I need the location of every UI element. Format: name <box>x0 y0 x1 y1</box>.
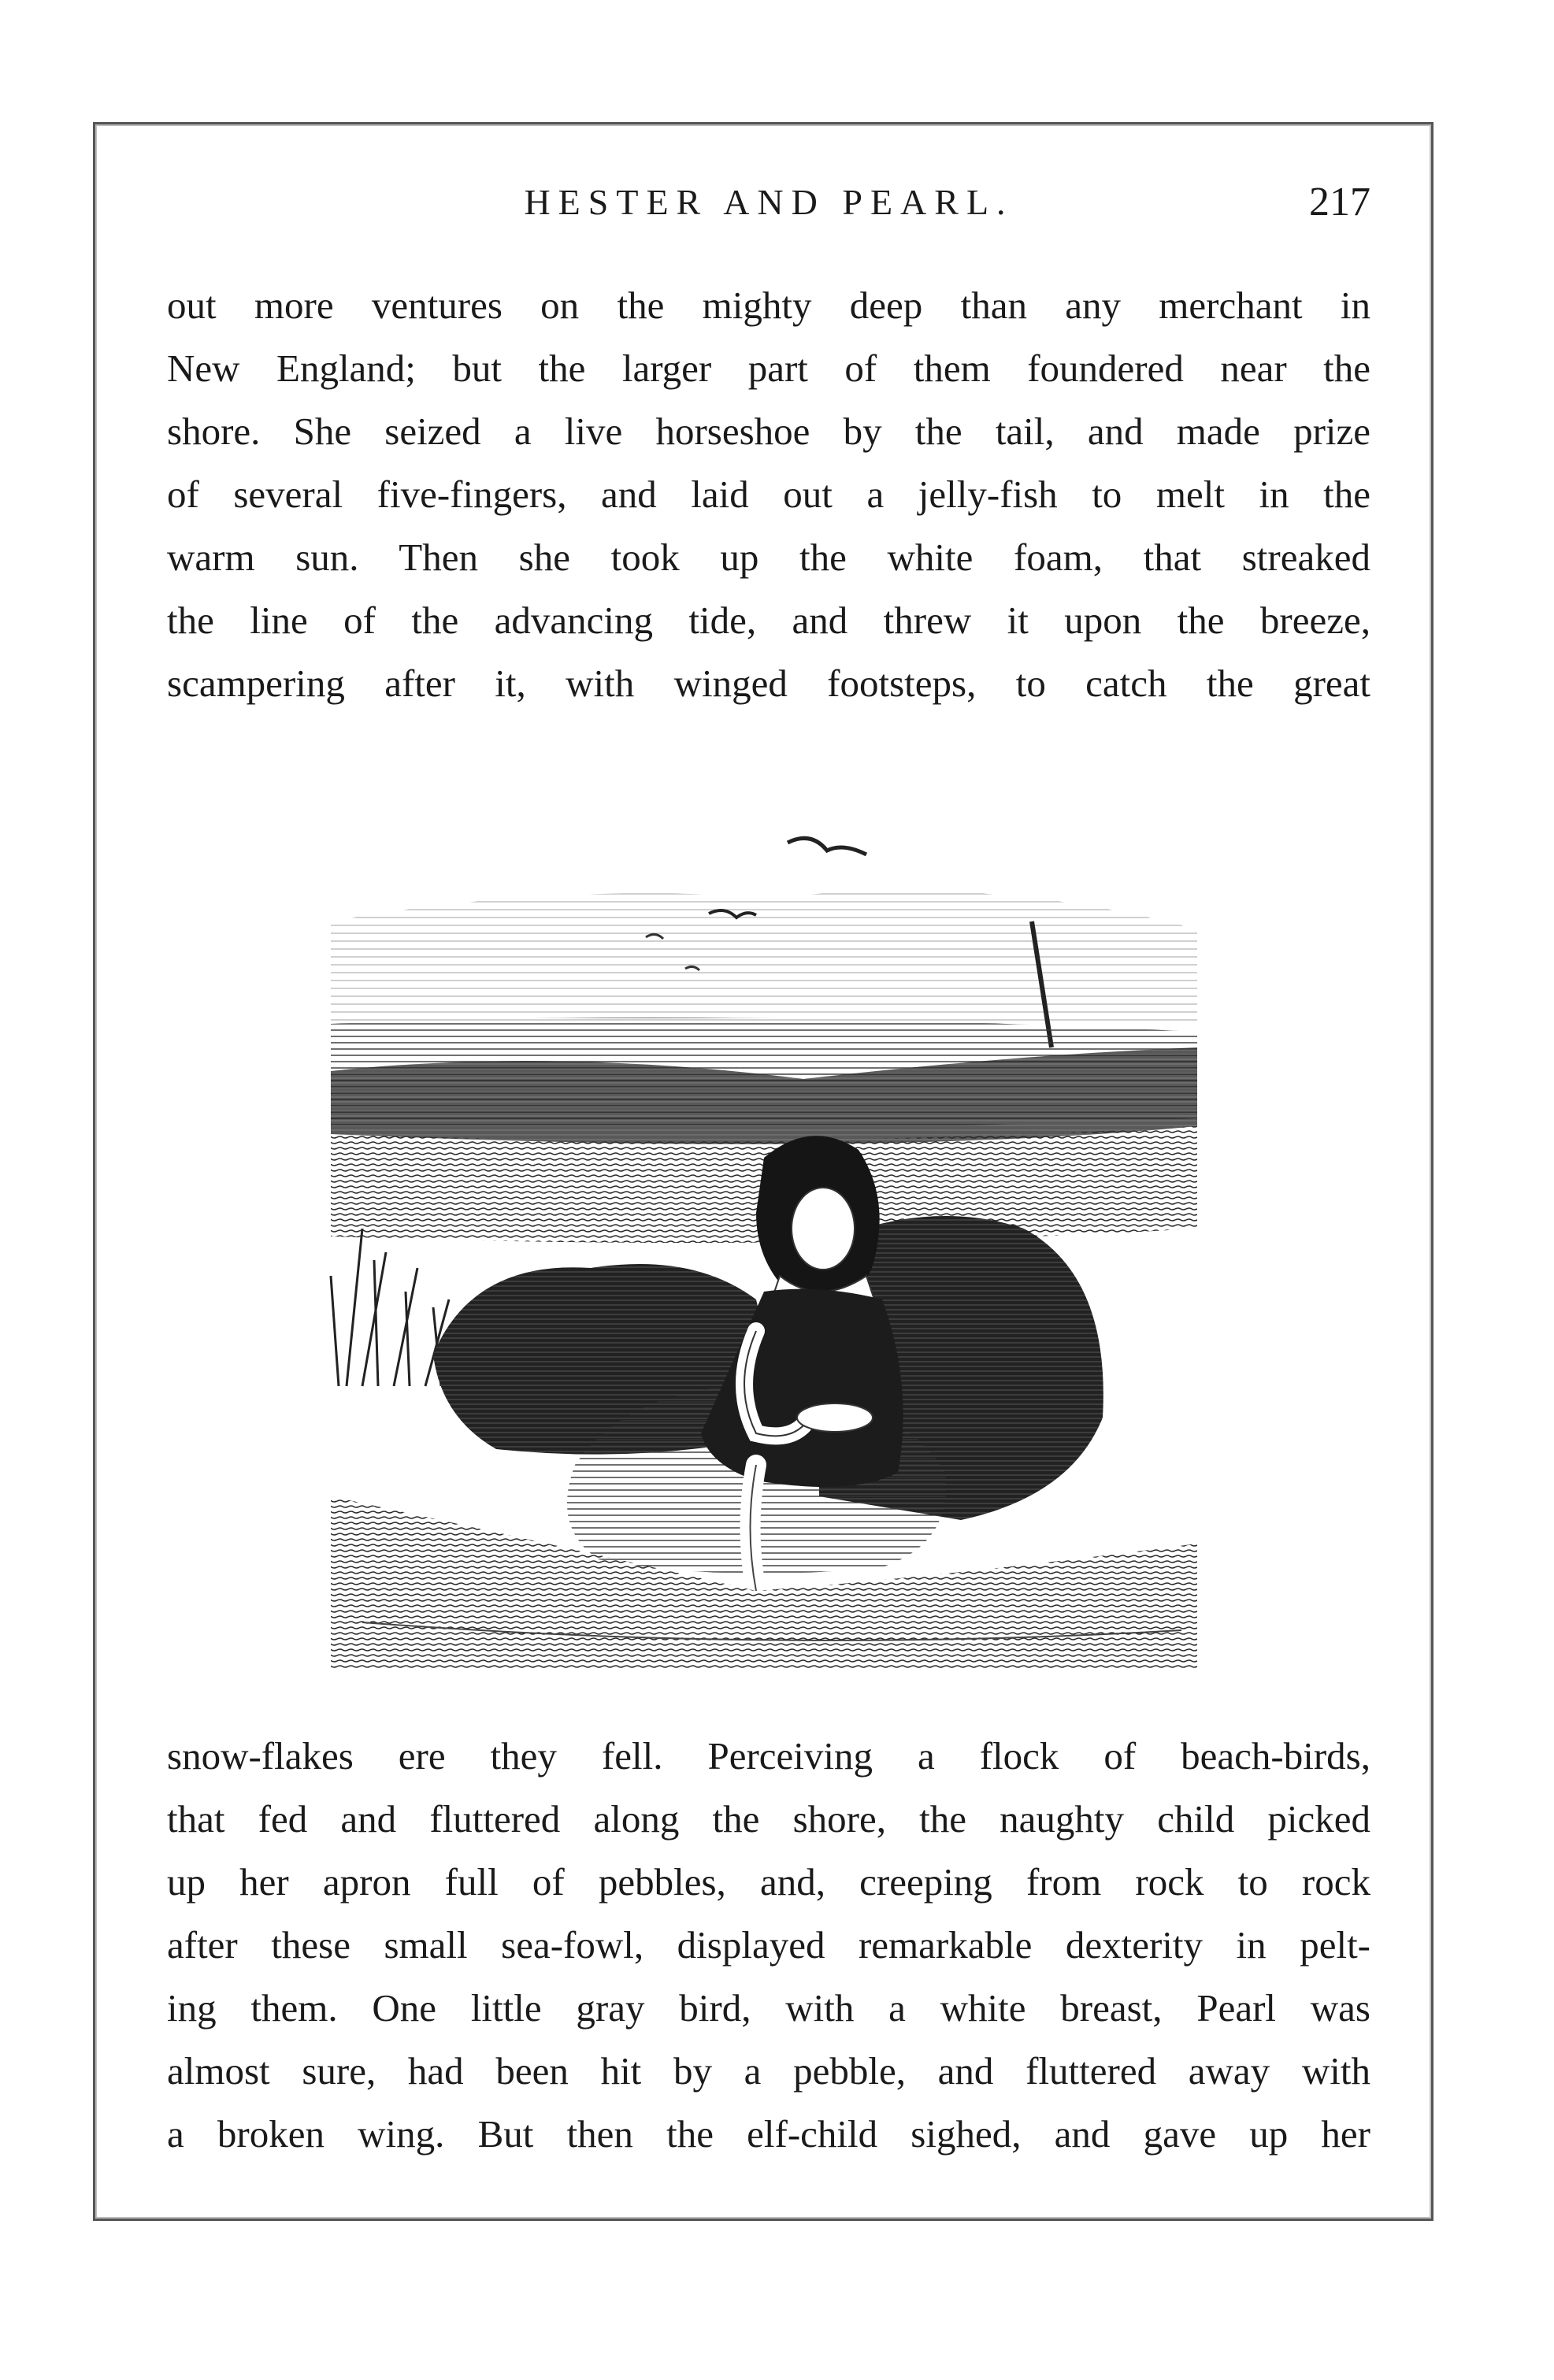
running-title: HESTER AND PEARL. <box>524 182 1014 222</box>
paragraph-top <box>167 274 1370 715</box>
text-line: after these small sea-fowl, displayed remarkable dexterity in pelt- <box>167 1923 1370 1967</box>
running-head <box>167 175 1370 230</box>
text-line: that fed and fluttered along the shore, the naughty child picked <box>167 1797 1370 1841</box>
text-line: shore. She seized a live horseshoe by the tail, and made prize <box>167 410 1370 453</box>
text-line: scampering after it, with winged footsteps, to catch the great <box>167 662 1370 705</box>
text-line: warm sun. Then she took up the white foam, that streaked <box>167 536 1370 579</box>
paragraph-bottom <box>167 1725 1370 2166</box>
engraving-pearl-on-rocks <box>315 788 1229 1685</box>
text-line: almost sure, had been hit by a pebble, and fluttered away with <box>167 2049 1370 2093</box>
text-line: New England; but the larger part of them foundered near the <box>167 347 1370 390</box>
page-number: 217 <box>1309 180 1370 224</box>
text-line: of several five-fingers, and laid out a jelly-fish to melt in the <box>167 473 1370 516</box>
text-line: up her apron full of pebbles, and, creeping from rock to rock <box>167 1860 1370 1904</box>
text-line: a broken wing. But then the elf-child sighed, and gave up her <box>167 2112 1370 2156</box>
text-line: snow-flakes ere they fell. Perceiving a flock of beach-birds, <box>167 1734 1370 1778</box>
text-line: ing them. One little gray bird, with a white breast, Pearl was <box>167 1986 1370 2030</box>
text-line: out more ventures on the mighty deep than any merchant in <box>167 284 1370 327</box>
text-line: the line of the advancing tide, and threw it upon the breeze, <box>167 599 1370 642</box>
